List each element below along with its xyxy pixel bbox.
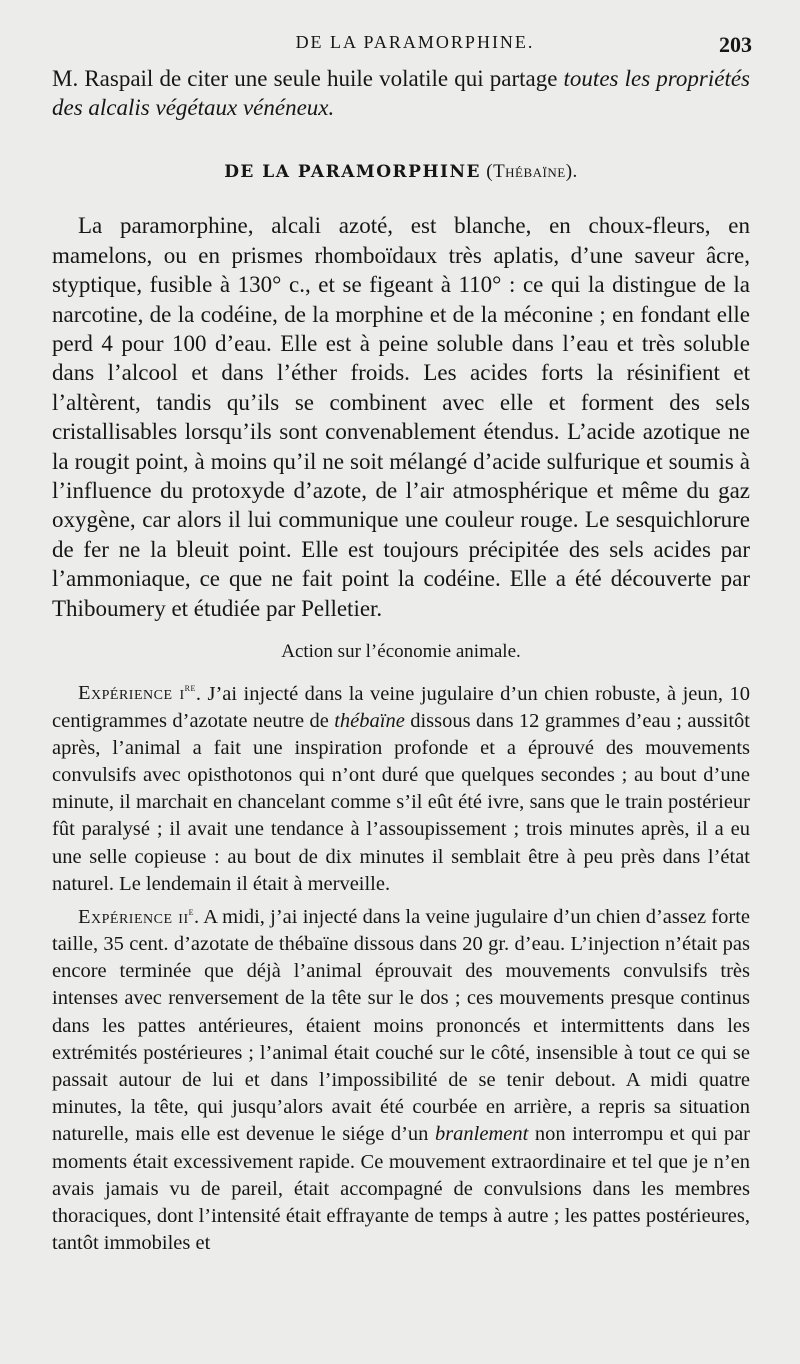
subheading: Action sur l’économie animale. <box>281 641 521 662</box>
intro-text: M. Raspail de citer une seule huile volatile qui partage <box>52 66 564 91</box>
experiment-1-label <box>78 682 196 704</box>
experiment-1-italic: thébaïne <box>334 709 405 732</box>
section-title <box>52 157 750 188</box>
intro-italic: toutes les propriétés des alcalis végétaux vénéneux. <box>52 66 750 121</box>
page-body <box>52 64 750 1257</box>
experiment-1-text: . J’ai injecté dans la veine jugulaire d’un chien robuste, à jeun, 10 centigrammes d’azotate neutre de <box>52 682 750 732</box>
experiment-1-label-text: Expérience i <box>78 682 185 705</box>
intro-paragraph <box>52 64 750 123</box>
running-title: DE LA PARAMORPHINE. <box>295 32 535 52</box>
experiment-2-label-text: Expérience ii <box>78 905 189 928</box>
experiment-2-label-sup: e <box>188 903 194 918</box>
section-title-main: DE LA PARAMORPHINE <box>224 161 481 182</box>
section-title-paren-close: ). <box>565 160 578 182</box>
section-title-paren-open: ( <box>480 160 494 182</box>
experiment-2-label <box>78 903 194 928</box>
section-title-sub: Thébaïne <box>493 160 566 182</box>
page-number: 203 <box>719 32 752 57</box>
experiment-2-text: . A midi, j’ai injecté dans la veine jugulaire d’un chien d’assez forte taille, 35 cent. d’azotate de thébaïne dissous dans 20 gr. d’eau. L’injection n’était pas encore terminée que déjà l’animal éprouvait des mouvements convulsifs très intenses avec renversement de la tête sur le dos ; ces mouvements presque continus dans les pattes antérieures, étaient moins prononcés et intermittents dans les extrémités postérieures ; l’animal était couché sur le côté, insensible à tout ce qui se passait autour de lui et dans l’impossibilité de se tenir debout. A midi quatre minutes, la tête, qui jusqu’alors avait été courbée en arrière, a repris sa situation naturelle, mais elle est devenue le siége d’un <box>52 905 750 1146</box>
experiment-1-text-end: dissous dans 12 grammes d’eau ; aussitôt après, l’animal a fait une inspiration profonde et a éprouvé des mouvements convulsifs avec opisthotonos qui n’ont duré que quelques secondes ; au bout d’une minute, il marchait en chancelant comme s’il eût été ivre, sans que le train postérieur fût paralysé ; il avait une tendance à l’assoupissement ; trois minutes après, il a eu une selle copieuse : au bout de dix minutes il semblait être à peu près dans l’état naturel. Le lendemain il était à merveille. <box>52 709 750 895</box>
experiment-2-paragraph <box>52 898 750 1257</box>
description-paragraph: La paramorphine, alcali azoté, est blanche, en choux-fleurs, en mamelons, ou en prismes rhomboïdaux très aplatis, d’une saveur âcre, styptique, fusible à 130° c., et se figeant à 110° : ce qui la distingue de la narcotine, de la codéine, de la morphine et de la méconine ; en fondant elle perd 4 pour 100 d’eau. Elle est à peine soluble dans l’eau et très soluble dans l’alcool et dans l’éther froids. Les acides forts la résinifient et l’altèrent, tandis qu’ils se combinent avec elle et forment des sels cristallisables lorsqu’ils sont convenablement étendus. L’acide azotique ne la rougit point, à moins qu’il ne soit mélangé d’acide sulfurique et soumis à l’influence du protoxyde d’azote, de l’air atmosphérique et même du gaz oxygène, car alors il lui communique une couleur rouge. Le sesquichlorure de fer ne la bleuit point. Elle est toujours précipitée des sels acides par l’ammoniaque, ce que ne fait point la codéine. Elle a été découverte par Thiboumery et étudiée par Pelletier. <box>52 213 750 621</box>
experiment-1-label-sup: re <box>184 680 196 695</box>
experiment-2-text-end: non interrompu et qui par moments était excessivement rapide. Ce mouvement extraordinaire et tel que je n’en avais jamais vu de pareil, était accompagné de convulsions dans les membres thoraciques, dont l’intensité était effrayante de temps à autre ; les pattes postérieures, tantôt immobiles et <box>52 1123 750 1255</box>
experiment-2-italic: branlement <box>434 1123 529 1146</box>
page-header <box>78 32 752 64</box>
experiment-1-paragraph <box>52 675 750 898</box>
